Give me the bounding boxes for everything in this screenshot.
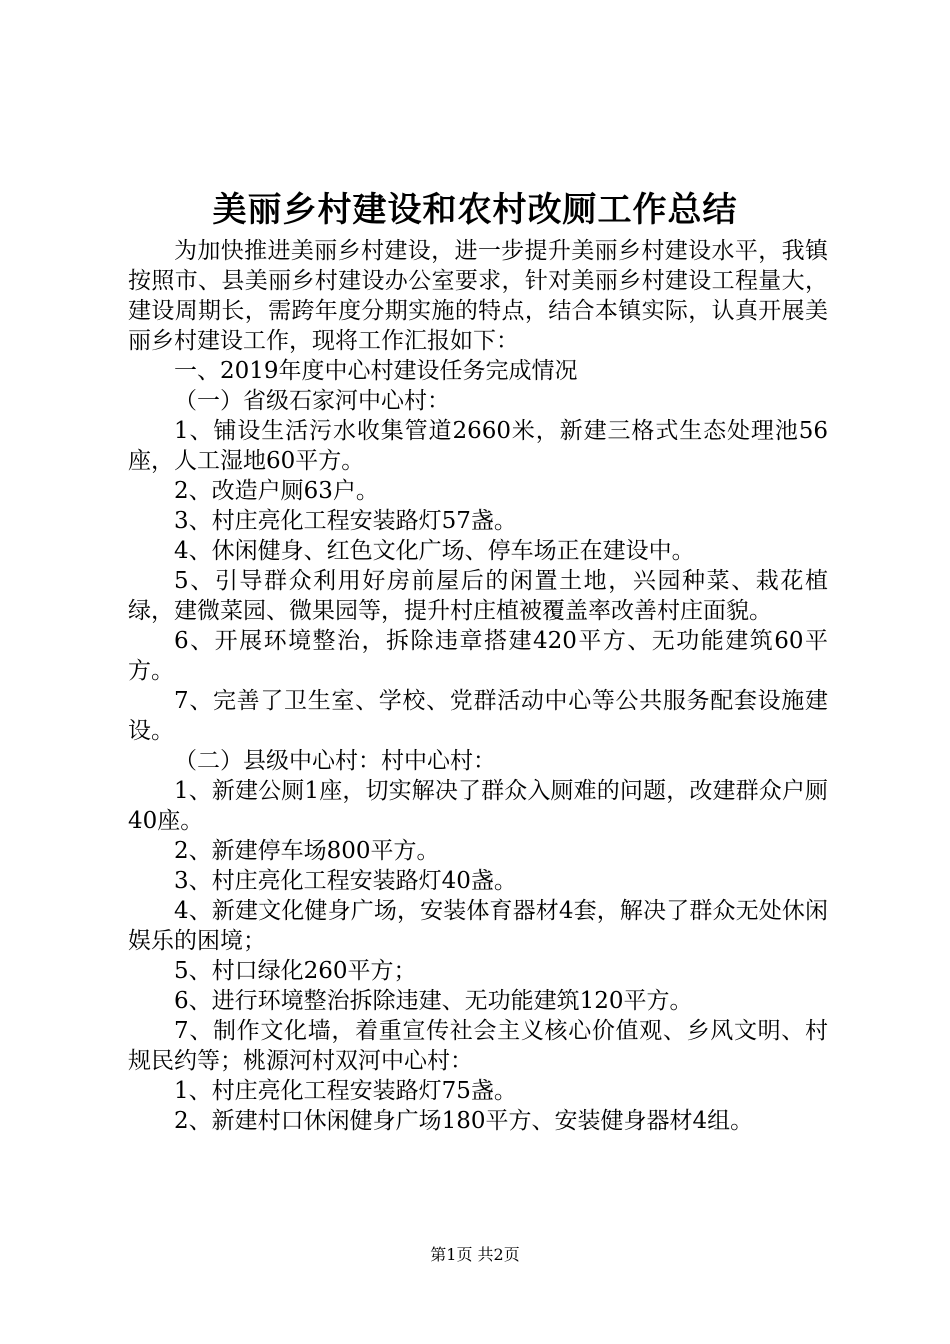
subheading-county-village: （二）县级中心村：村中心村： xyxy=(174,748,496,774)
list-item: 1、村庄亮化工程安装路灯75盏。 xyxy=(174,1078,517,1104)
paragraph-intro: 为加快推进美丽乡村建设，进一步提升美丽乡村建设水平，我镇按照市、县美丽乡村建设办公室要求，针对美丽乡村建设工程量大，建设周期长，需跨年度分期实施的特点，结合本镇实际，认真开展美丽乡村建设工作，现将工作汇报如下： xyxy=(128,238,828,354)
list-item: 5、村口绿化260平方； xyxy=(174,958,417,984)
list-item: 6、进行环境整治拆除违建、无功能建筑120平方。 xyxy=(174,988,693,1014)
list-item: 2、新建村口休闲健身广场180平方、安装健身器材4组。 xyxy=(174,1108,754,1134)
list-item: 3、村庄亮化工程安装路灯57盏。 xyxy=(174,508,517,534)
list-item: 7、完善了卫生室、学校、党群活动中心等公共服务配套设施建设。 xyxy=(128,688,828,744)
heading-section-1: 一、2019年度中心村建设任务完成情况 xyxy=(174,358,578,384)
list-item: 1、新建公厕1座，切实解决了群众入厕难的问题，改建群众户厕40座。 xyxy=(128,778,828,834)
list-item: 6、开展环境整治，拆除违章搭建420平方、无功能建筑60平方。 xyxy=(128,628,828,684)
list-item: 4、休闲健身、红色文化广场、停车场正在建设中。 xyxy=(174,538,695,564)
document-title: 美丽乡村建设和农村改厕工作总结 xyxy=(212,190,738,230)
list-item: 5、引导群众利用好房前屋后的闲置土地，兴园种菜、栽花植绿，建微菜园、微果园等，提升村庄植被覆盖率改善村庄面貌。 xyxy=(128,568,828,624)
list-item: 7、制作文化墙，着重宣传社会主义核心价值观、乡风文明、村规民约等；桃源河村双河中心村： xyxy=(128,1018,828,1074)
list-item: 2、改造户厕63户。 xyxy=(174,478,379,504)
list-item: 4、新建文化健身广场，安装体育器材4套，解决了群众无处休闲娱乐的困境； xyxy=(128,898,828,954)
page-number-footer: 第1页 共2页 xyxy=(430,1245,520,1264)
document-body xyxy=(128,236,828,1136)
list-item: 3、村庄亮化工程安装路灯40盏。 xyxy=(174,868,517,894)
list-item: 2、新建停车场800平方。 xyxy=(174,838,440,864)
subheading-provincial-village: （一）省级石家河中心村： xyxy=(174,388,450,414)
list-item: 1、铺设生活污水收集管道2660米，新建三格式生态处理池56座，人工湿地60平方。 xyxy=(128,418,828,474)
